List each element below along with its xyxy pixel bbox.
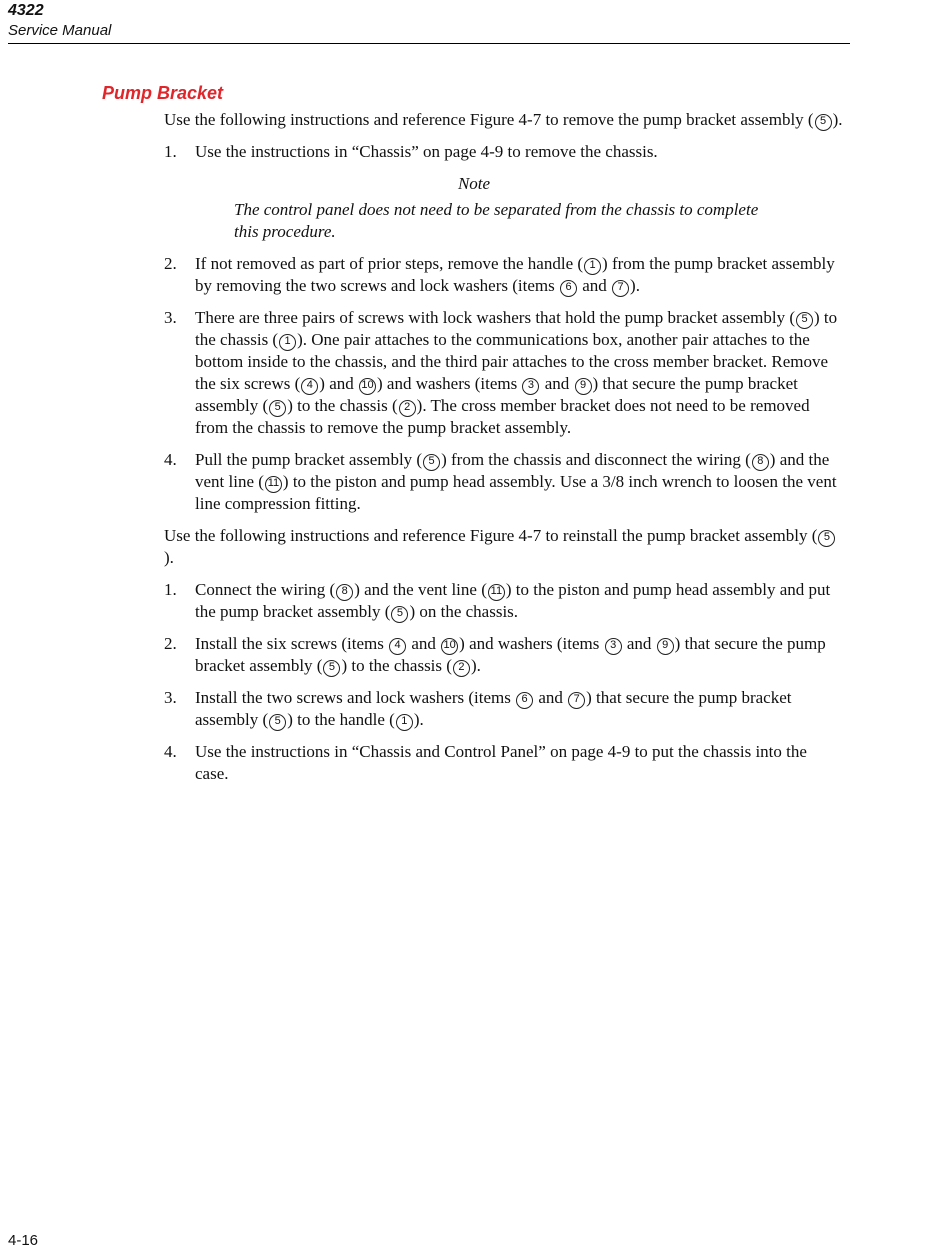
text-run: Use the following instructions and reference Figure 4-7 to remove the pump bracket assembly (: [164, 110, 814, 129]
item-callout: 11: [265, 476, 282, 493]
text-run: ) to the piston and pump head assembly. Use a 3/8 inch wrench to loosen the vent line compression fitting.: [195, 472, 837, 513]
removal-intro: [164, 109, 844, 131]
document-number: 4322: [8, 2, 44, 19]
item-callout: 1: [584, 258, 601, 275]
text-run: Use the following instructions and reference Figure 4-7 to reinstall the pump bracket assembly (: [164, 526, 818, 545]
text-run: ).: [630, 276, 640, 295]
item-callout: 8: [752, 454, 769, 471]
note-text: The control panel does not need to be separated from the chassis to complete this procedure.: [234, 200, 759, 241]
step-number: 1.: [164, 142, 177, 161]
reinstall-step-1: [164, 579, 844, 623]
text-run: If not removed as part of prior steps, remove the handle (: [195, 254, 584, 273]
text-run: and: [540, 374, 574, 393]
step-number: 1.: [164, 580, 177, 599]
reinstall-step-3: [164, 687, 844, 731]
item-callout: 8: [336, 584, 353, 601]
removal-step-4: [164, 449, 844, 515]
reinstall-intro: [164, 525, 844, 569]
item-callout: 5: [796, 312, 813, 329]
text-run: ) on the chassis.: [409, 602, 519, 621]
item-callout: 7: [612, 280, 629, 297]
text-run: ) that secure the pump bracket assembly (: [195, 634, 826, 675]
item-callout: 5: [423, 454, 440, 471]
text-run: ) to the chassis (: [195, 308, 838, 349]
removal-steps: [164, 141, 844, 515]
header-rule: [8, 43, 850, 44]
step-text: [195, 450, 837, 513]
text-run: ) to the chassis (: [287, 396, 398, 415]
text-run: ).: [832, 110, 843, 129]
text-run: ).: [413, 710, 424, 729]
text-run: There are three pairs of screws with lock washers that hold the pump bracket assembly (: [195, 308, 795, 327]
step-text: Use the instructions in “Chassis and Control Panel” on page 4-9 to put the chassis into the case.: [195, 742, 807, 783]
step-text: [195, 634, 826, 675]
text-run: ) and: [319, 374, 358, 393]
item-callout: 5: [323, 660, 340, 677]
item-callout: 11: [488, 584, 505, 601]
step-number: 4.: [164, 450, 177, 469]
page-number: 4-16: [8, 1232, 39, 1249]
reinstall-steps: [164, 579, 844, 785]
item-callout: 6: [560, 280, 577, 297]
text-run: ) and the vent line (: [195, 450, 830, 491]
item-callout: 4: [301, 378, 318, 395]
step-number: 3.: [164, 308, 177, 327]
item-callout: 5: [269, 714, 286, 731]
step-text: [195, 308, 837, 437]
text-run: ) from the pump bracket assembly by removing the two screws and lock washers (items: [195, 254, 835, 295]
item-callout: 5: [818, 530, 835, 547]
text-run: and: [407, 634, 441, 653]
item-callout: 1: [279, 334, 296, 351]
item-callout: 4: [389, 638, 406, 655]
item-callout: 3: [522, 378, 539, 395]
item-callout: 1: [396, 714, 413, 731]
text-run: ). The cross member bracket does not need to be removed from the chassis to remove the pump bracket assembly.: [195, 396, 810, 437]
text-run: Install the six screws (items: [195, 634, 389, 653]
step-text: Use the instructions in “Chassis” on page 4-9 to remove the chassis.: [195, 142, 658, 161]
section-body: [164, 109, 844, 795]
text-run: Install the two screws and lock washers (items: [195, 688, 516, 707]
text-run: and: [534, 688, 568, 707]
step-text: [195, 254, 835, 295]
step-number: 2.: [164, 634, 177, 653]
text-run: ) and washers (items: [459, 634, 604, 653]
item-callout: 10: [441, 638, 458, 655]
removal-step-2: [164, 253, 844, 297]
text-run: and: [578, 276, 612, 295]
text-run: ) and washers (items: [377, 374, 522, 393]
text-run: ) to the piston and pump head assembly and put the pump bracket assembly (: [195, 580, 831, 621]
item-callout: 3: [605, 638, 622, 655]
item-callout: 5: [391, 606, 408, 623]
item-callout: 9: [575, 378, 592, 395]
removal-step-3: [164, 307, 844, 439]
text-run: Pull the pump bracket assembly (: [195, 450, 423, 469]
item-callout: 6: [516, 692, 533, 709]
item-callout: 5: [269, 400, 286, 417]
step-text: [195, 688, 791, 729]
step-text: [195, 580, 830, 621]
document-title: Service Manual: [8, 22, 112, 39]
text-run: ). One pair attaches to the communications box, another pair attaches to the bottom inside to the chassis, and the third pair attaches to the cross member bracket. Remove the six screws (: [195, 330, 829, 393]
item-callout: 2: [453, 660, 470, 677]
item-callout: 10: [359, 378, 376, 395]
text-run: ).: [164, 548, 174, 567]
step-number: 4.: [164, 742, 177, 761]
text-run: ) from the chassis and disconnect the wiring (: [441, 450, 751, 469]
step-number: 3.: [164, 688, 177, 707]
reinstall-step-4: [164, 741, 844, 785]
text-run: ) to the chassis (: [341, 656, 452, 675]
item-callout: 9: [657, 638, 674, 655]
item-callout: 5: [815, 114, 832, 131]
section-title: Pump Bracket: [102, 83, 224, 103]
item-callout: 2: [399, 400, 416, 417]
note-label: Note: [457, 174, 491, 193]
removal-step-1: [164, 141, 844, 163]
item-callout: 7: [568, 692, 585, 709]
step-number: 2.: [164, 254, 177, 273]
reinstall-step-2: [164, 633, 844, 677]
text-run: and: [622, 634, 656, 653]
text-run: Connect the wiring (: [195, 580, 336, 599]
text-run: ).: [470, 656, 481, 675]
text-run: ) that secure the pump bracket assembly (: [195, 374, 798, 415]
text-run: ) and the vent line (: [354, 580, 487, 599]
text-run: ) to the handle (: [287, 710, 395, 729]
text-run: ) that secure the pump bracket assembly (: [195, 688, 792, 729]
